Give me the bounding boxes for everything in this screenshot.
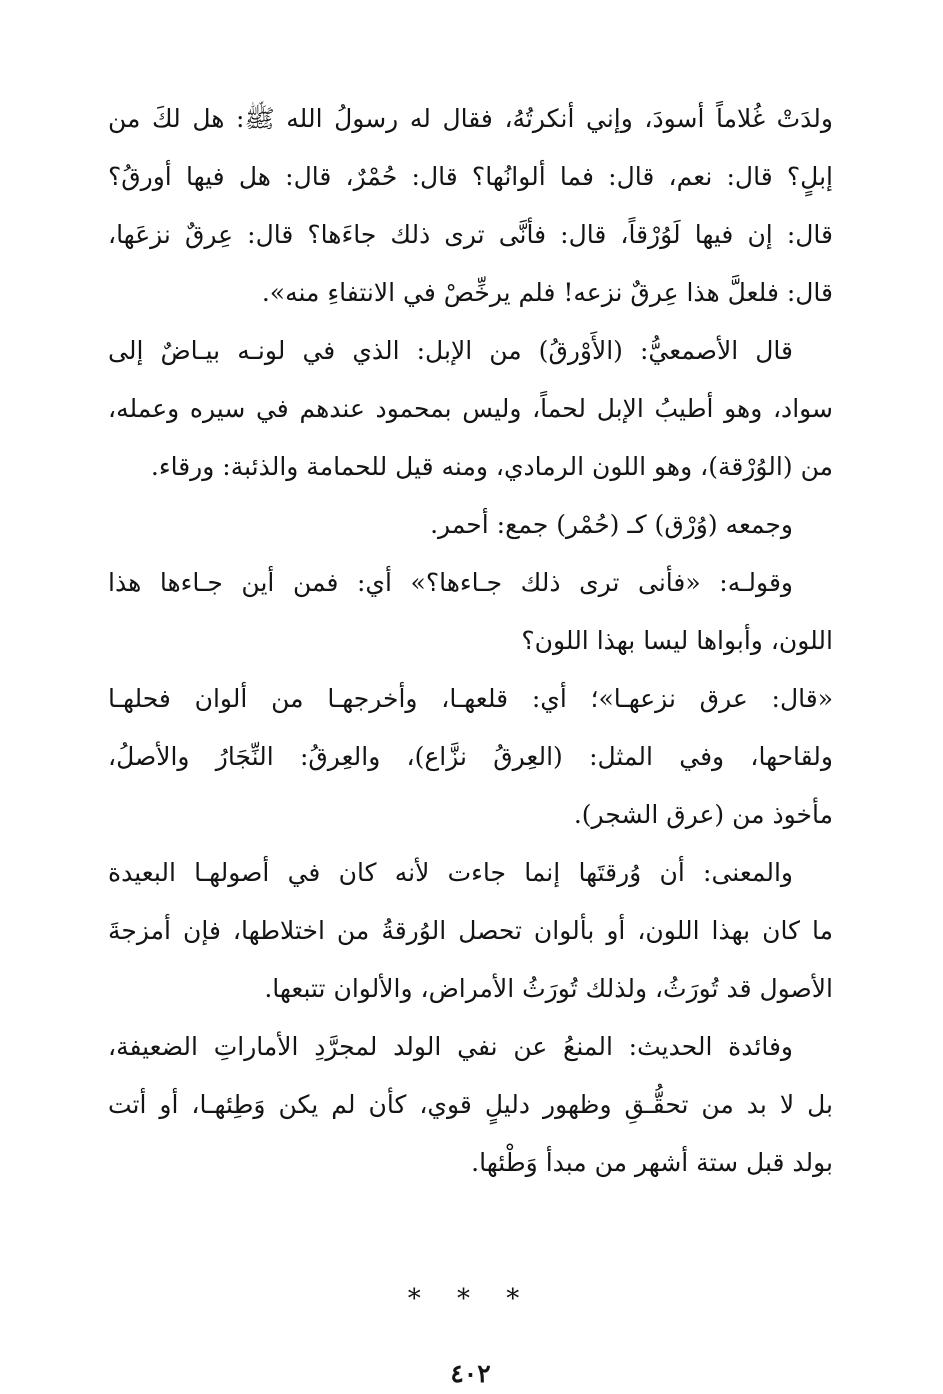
- text-line: والمعنى: أن وُرقتَها إنما جاءت لأنه كان في أصولهـا البعيدة: [108, 858, 793, 887]
- text-line: إبلٍ؟ قال: نعم، قال: فما ألوانُها؟ قال: حُمْرٌ، قال: هل فيها أورقُ؟: [108, 162, 833, 191]
- text-line: وفائدة الحديث: المنعُ عن نفي الولد لمجرَّدِ الأماراتِ الضعيفة،: [108, 1032, 793, 1061]
- text-line: قال: إن فيها لَوُرْقاً، قال: فأنَّى ترى ذلك جاءَها؟ قال: عِرقٌ نزعَها،: [108, 220, 833, 249]
- text-line: سواد، وهو أطيبُ الإبل لحماً، وليس بمحمود عندهم في سيره وعمله،: [108, 394, 833, 423]
- text-line: قال الأصمعيُّ: (الأَوْرقُ) من الإبل: الذي في لونـه بيـاضٌ إلى: [108, 336, 793, 365]
- paragraph-plural: [108, 502, 833, 560]
- paragraph-meaning: [108, 850, 833, 1024]
- paragraph-hadith-continuation: [108, 96, 833, 328]
- paragraph-asmai: [108, 328, 833, 502]
- text-line: بل لا بد من تحقُّـقِ وظهور دليلٍ قوي، كأن لم يكن وَطِئهـا، أو أتت: [108, 1090, 833, 1119]
- text-line: ولقاحها، وفي المثل: (العِرقُ نزَّاع)، والعِرقُ: النِّجَارُ والأصلُ،: [108, 742, 833, 771]
- section-separator: * * *: [407, 1284, 534, 1314]
- text-line: الأصول قد تُورَثُ، ولذلك تُورَثُ الأمراض، والألوان تتبعها.: [264, 974, 833, 1003]
- text-line: قال: فلعلَّ هذا عِرقٌ نزعه! فلم يرخِّصْ في الانتفاءِ منه».: [261, 278, 833, 307]
- text-line: «قال: عرق نزعهـا»؛ أي: قلعهـا، وأخرجهـا من ألوان فحلهـا: [108, 684, 833, 713]
- paragraph-benefit: [108, 1024, 833, 1198]
- document-page: [108, 96, 833, 1388]
- text-line: مأخوذ من (عرق الشجر).: [573, 800, 833, 829]
- text-line: وجمعه (وُرْق) كـ (حُمْر) جمع: أحمر.: [430, 510, 793, 539]
- text-line: بولد قبل ستة أشهر من مبدأ وَطْئها.: [471, 1148, 833, 1177]
- text-line: وقولـه: «فأنى ترى ذلك جـاءها؟» أي: فمن أين جـاءها هذا: [108, 568, 793, 597]
- text-line: من (الوُرْقة)، وهو اللون الرمادي، ومنه قيل للحمامة والذئبة: ورقاء.: [150, 452, 833, 481]
- paragraph-irq: [108, 676, 833, 850]
- paragraph-qawluhu: [108, 560, 833, 676]
- text-line: ما كان بهذا اللون، أو بألوان تحصل الوُرقةُ من اختلاطها، فإن أمزجةَ: [108, 916, 833, 945]
- page-number: ٤٠٢: [450, 1359, 491, 1388]
- text-line: ولدَتْ غُلاماً أسودَ، وإني أنكرتُهُ، فقال له رسولُ الله ﷺ: هل لكَ من: [108, 104, 833, 133]
- text-line: اللون، وأبواها ليسا بهذا اللون؟: [521, 626, 833, 655]
